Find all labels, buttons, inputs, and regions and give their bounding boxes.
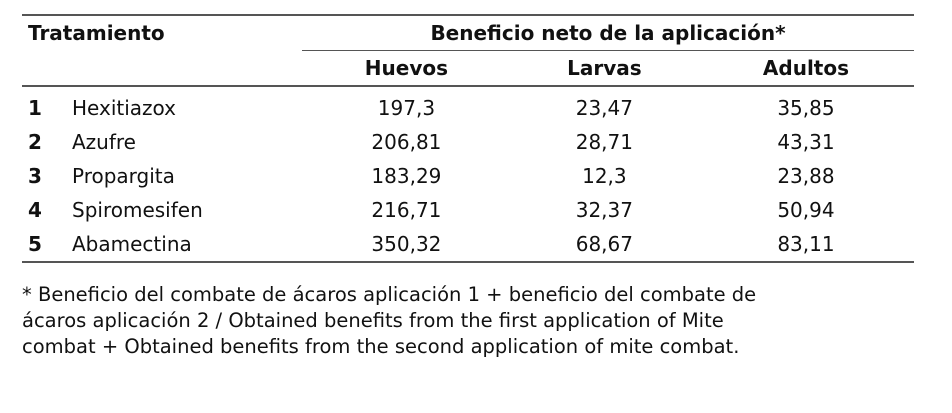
row-treatment: Abamectina bbox=[72, 232, 192, 256]
cell-adultos: 35,85 bbox=[777, 96, 835, 120]
cell-adultos: 50,94 bbox=[777, 198, 835, 222]
row-number: 4 bbox=[28, 198, 42, 222]
cell-huevos: 216,71 bbox=[371, 198, 442, 222]
row-treatment: Hexitiazox bbox=[72, 96, 176, 120]
cell-huevos: 206,81 bbox=[371, 130, 442, 154]
cell-larvas: 32,37 bbox=[575, 198, 633, 222]
table-row bbox=[22, 125, 914, 159]
row-treatment: Spiromesifen bbox=[72, 198, 203, 222]
header-col-adultos: Adultos bbox=[762, 56, 849, 80]
table-row bbox=[22, 159, 914, 193]
cell-larvas: 28,71 bbox=[575, 130, 633, 154]
cell-adultos: 23,88 bbox=[777, 164, 835, 188]
cell-larvas: 68,67 bbox=[575, 232, 633, 256]
footnote-line: combat + Obtained benefits from the second application of mite combat. bbox=[22, 335, 740, 358]
benefit-table bbox=[22, 14, 914, 263]
footnote-line: ácaros aplicación 2 / Obtained benefits from the first application of Mite bbox=[22, 309, 724, 332]
cell-larvas: 12,3 bbox=[582, 164, 627, 188]
row-number: 5 bbox=[28, 232, 42, 256]
cell-adultos: 83,11 bbox=[777, 232, 835, 256]
row-treatment: Azufre bbox=[72, 130, 136, 154]
header-row-1 bbox=[22, 15, 914, 51]
table-row bbox=[22, 227, 914, 262]
header-benefit-group: Beneficio neto de la aplicación* bbox=[302, 15, 914, 51]
header-col-larvas: Larvas bbox=[567, 56, 642, 80]
row-treatment: Propargita bbox=[72, 164, 175, 188]
footnote-line: * Beneficio del combate de ácaros aplicación 1 + beneficio del combate de bbox=[22, 283, 757, 306]
cell-adultos: 43,31 bbox=[777, 130, 835, 154]
data-table-container bbox=[22, 14, 914, 263]
cell-huevos: 197,3 bbox=[377, 96, 436, 120]
cell-larvas: 23,47 bbox=[575, 96, 633, 120]
row-number: 1 bbox=[28, 96, 42, 120]
footnote bbox=[22, 282, 917, 360]
table-row bbox=[22, 86, 914, 125]
header-col-huevos: Huevos bbox=[364, 56, 449, 80]
cell-huevos: 183,29 bbox=[371, 164, 442, 188]
row-number: 2 bbox=[28, 130, 42, 154]
header-treatment: Tratamiento bbox=[28, 21, 165, 46]
cell-huevos: 350,32 bbox=[371, 232, 442, 256]
header-row-2 bbox=[22, 51, 914, 87]
row-number: 3 bbox=[28, 164, 42, 188]
table-row bbox=[22, 193, 914, 227]
